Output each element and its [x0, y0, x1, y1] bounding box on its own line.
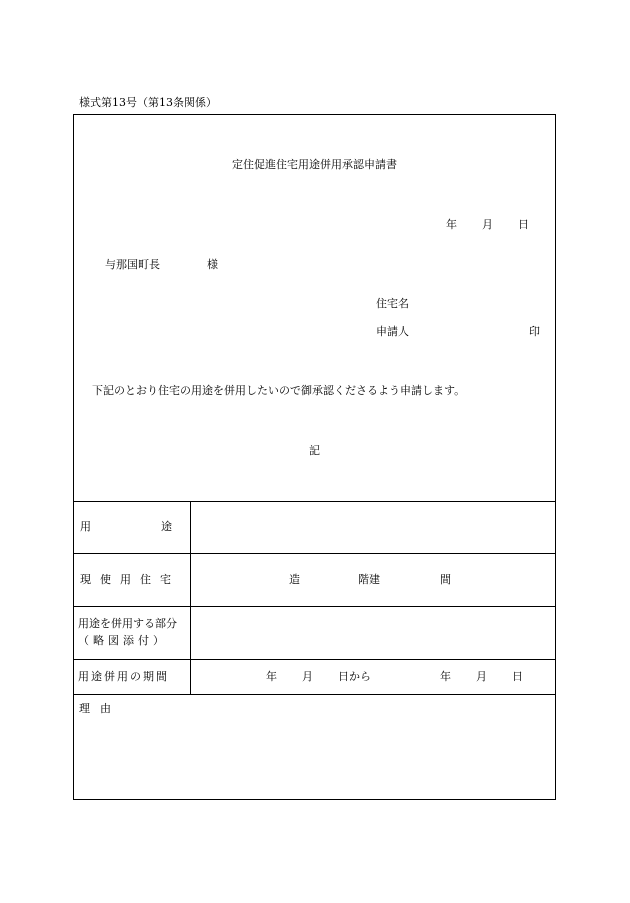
seal-mark: 印: [529, 325, 540, 338]
period-year-to: 年: [440, 670, 451, 683]
table-row-sublabel-sketch: （略図添付）: [78, 634, 168, 647]
addressee-name: 与那国町長: [105, 258, 160, 271]
period-day-to: 日: [512, 670, 523, 683]
table-row-label-current-residence: 現使用住宅: [80, 573, 180, 586]
applicant-label: 申請人: [376, 325, 409, 338]
label-text: 用途: [80, 520, 242, 533]
form-title: 定住促進住宅用途併用承認申請書: [232, 158, 397, 171]
structure-zou: 造: [289, 573, 300, 586]
row-divider: [73, 694, 556, 695]
table-row-label-period: 用途併用の期間: [78, 670, 169, 683]
row-divider: [73, 606, 556, 607]
row-divider: [73, 659, 556, 660]
ki-mark: 記: [309, 444, 320, 457]
period-month-to: 月: [476, 670, 487, 683]
reason-label: 理由: [79, 702, 121, 715]
addressee-honorific: 様: [207, 258, 218, 271]
date-year: 年: [446, 218, 457, 231]
period-day-from: 日から: [338, 670, 371, 683]
structure-floors: 階建: [358, 573, 380, 586]
table-row-label-shared-part: 用途を併用する部分: [78, 617, 177, 630]
form-number: 様式第13号（第13条関係）: [79, 96, 217, 109]
date-month: 月: [482, 218, 493, 231]
table-top-rule: [73, 501, 556, 502]
residence-label: 住宅名: [376, 297, 409, 310]
period-year-from: 年: [266, 670, 277, 683]
period-month-from: 月: [302, 670, 313, 683]
row-divider: [73, 553, 556, 554]
date-day: 日: [518, 218, 529, 231]
body-text: 下記のとおり住宅の用途を併用したいので御承認くださるよう申請します。: [92, 384, 466, 397]
structure-rooms: 間: [440, 573, 451, 586]
table-row-label-use: [80, 520, 242, 534]
